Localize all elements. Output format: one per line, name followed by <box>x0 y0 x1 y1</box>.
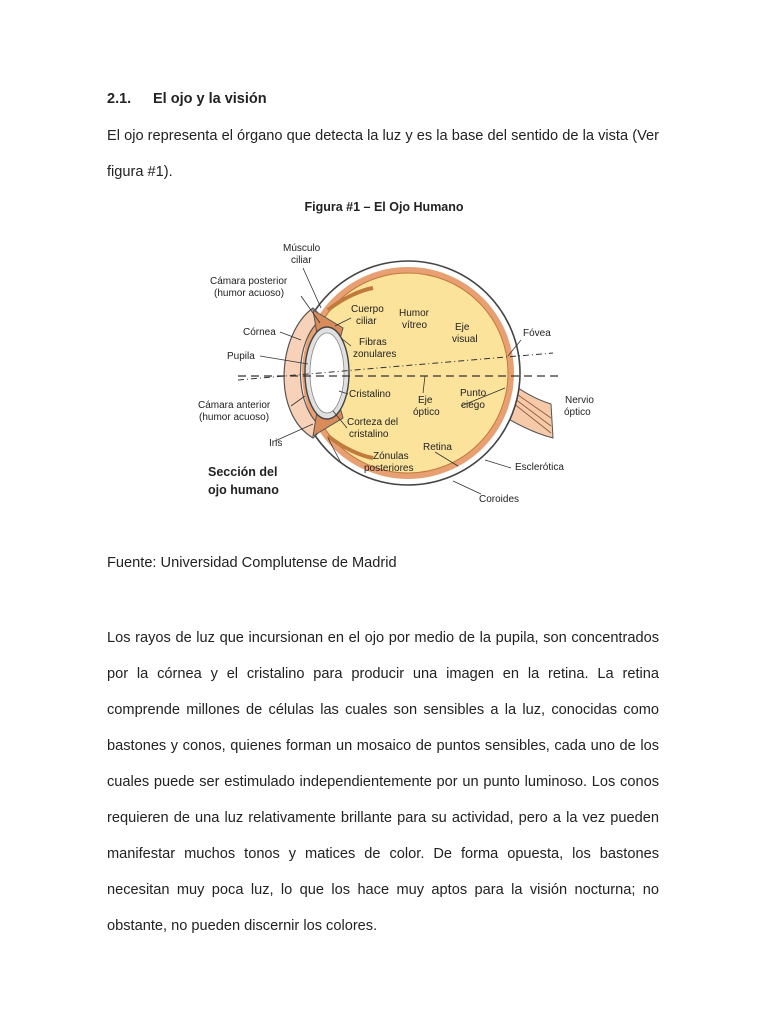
label-fovea: Fóvea <box>523 328 551 339</box>
section-number: 2.1. <box>107 91 132 107</box>
label-humor-2: vítreo <box>402 320 428 331</box>
label-eje-optico-1: Eje <box>418 395 433 406</box>
label-cornea: Córnea <box>243 327 276 338</box>
label-pupila: Pupila <box>227 351 255 362</box>
label-musculo-1: Músculo <box>283 243 321 254</box>
label-iris: Iris <box>269 438 283 449</box>
label-corteza-1: Corteza del <box>347 417 399 428</box>
label-fibras-1: Fibras <box>359 337 387 348</box>
label-nervio-1: Nervio <box>565 395 594 406</box>
label-cuerpo-ciliar-2: ciliar <box>356 316 377 327</box>
figure-caption: Figura #1 – El Ojo Humano <box>304 200 464 214</box>
label-punto-ciego-1: Punto <box>460 388 487 399</box>
label-punto-ciego-2: ciego <box>461 400 485 411</box>
intro-paragraph: El ojo representa el órgano que detecta la luz y es la base del sentido de la vista (Ver figura #1). <box>107 128 659 180</box>
label-eje-optico-2: óptico <box>413 407 440 418</box>
section-heading <box>107 91 267 107</box>
label-musculo-2: ciliar <box>291 255 312 266</box>
section-label-1: Sección del <box>208 465 278 479</box>
label-eje-visual-1: Eje <box>455 322 470 333</box>
label-corteza-2: cristalino <box>349 429 389 440</box>
label-humor-1: Humor <box>399 308 430 319</box>
label-camara-posterior-2: (humor acuoso) <box>214 288 285 299</box>
body-paragraph: Los rayos de luz que incursionan en el ojo por medio de la pupila, son concentrados por la córnea y el cristalino para producir una imagen en la retina. La retina comprende millones de células las cuales son sensibles a la luz, conocidas como bastones y conos, quienes forman un mosaico de puntos sensibles, cada uno de los cuales puede ser estimulado independientemente por un punto luminoso. Los conos requieren de una luz relativamente brillante para su actividad, pero a la vez pueden manifestar muchos tonos y matices de color. De forma opuesta, los bastones necesitan muy poca luz, lo que los hace muy aptos para la visión nocturna; no obstante, no pueden discernir los colores. <box>107 630 659 934</box>
label-zonulas-2: posteriores <box>364 463 414 474</box>
label-zonulas-1: Zónulas <box>373 451 409 462</box>
label-cristalino: Cristalino <box>349 389 391 400</box>
label-coroides: Coroides <box>479 494 520 505</box>
section-title: El ojo y la visión <box>153 91 267 107</box>
label-cuerpo-ciliar-1: Cuerpo <box>351 304 384 315</box>
eye-diagram-svg <box>193 228 603 518</box>
label-camara-anterior-2: (humor acuoso) <box>199 412 270 423</box>
section-label-2: ojo humano <box>208 483 279 497</box>
eye-diagram <box>193 228 603 518</box>
label-nervio-2: óptico <box>564 407 591 418</box>
figure-source: Fuente: Universidad Complutense de Madrid <box>107 555 397 571</box>
label-esclerotica: Esclerótica <box>515 462 564 473</box>
label-camara-posterior-1: Cámara posterior <box>210 276 288 287</box>
label-retina: Retina <box>423 442 452 453</box>
label-eje-visual-2: visual <box>452 334 478 345</box>
label-camara-anterior-1: Cámara anterior <box>198 400 271 411</box>
label-fibras-2: zonulares <box>353 349 397 360</box>
